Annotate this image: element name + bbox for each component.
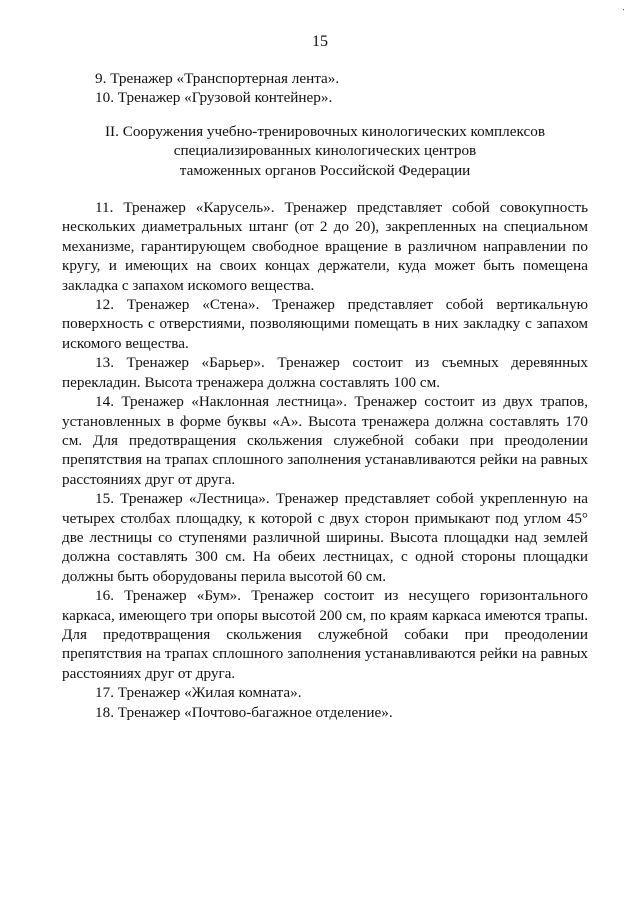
section-heading: [62, 122, 588, 180]
corner-mark: ‧: [622, 5, 625, 15]
paragraph-item-18: 18. Тренажер «Почтово-багажное отделение».: [95, 703, 393, 721]
section-title-line: таможенных органов Российской Федерации: [179, 161, 471, 179]
document-body: [62, 69, 588, 722]
section-title-line: специализированных кинологических центров: [173, 142, 477, 160]
paragraph-item-12: 12. Тренажер «Стена». Тренажер представляет собой вертикальную поверхность с отверстиями, позволяющими помещать в них закладку с запахом искомого вещества.: [62, 296, 588, 352]
paragraph-item-16: 16. Тренажер «Бум». Тренажер состоит из несущего горизонтального каркаса, имеющего три опоры высотой 200 см, по краям каркаса имеются трапы. Для предотвращения скольжения служебной собаки при преодолении препятствия на трапах сплошного заполнения устанавливаются рейки на равных расстояниях друг от друга.: [62, 587, 588, 682]
paragraph-item-11: 11. Тренажер «Карусель». Тренажер представляет собой совокупность нескольких диаметральных штанг (от 2 до 20), закрепленных на специальном механизме, гарантирующем свободное вращение в различном направлении по кругу, и имеющих на своих концах держатели, куда может быть помещена закладка с запахом искомого вещества.: [62, 199, 588, 294]
section-title-line: II. Сооружения учебно-тренировочных кинологических комплексов: [104, 122, 546, 140]
list-item: 9. Тренажер «Транспортерная лента».: [95, 70, 340, 87]
paragraph-item-14: 14. Тренажер «Наклонная лестница». Тренажер состоит из двух трапов, установленных в форме буквы «А». Высота тренажера должна составлять 170 см. Для предотвращения скольжения служебной собаки при преодолении препятствия на трапах сплошного заполнения устанавливаются рейки на равных расстояниях друг от друга.: [62, 393, 588, 488]
paragraph-item-17: 17. Тренажер «Жилая комната».: [95, 684, 302, 702]
page-number: 15: [312, 33, 328, 50]
paragraph-item-13: 13. Тренажер «Барьер». Тренажер состоит из съемных деревянных перекладин. Высота тренажера должна составлять 100 см.: [62, 354, 588, 391]
paragraph-item-15: 15. Тренажер «Лестница». Тренажер представляет собой укрепленную на четырех столбах площадку, к которой с двух сторон примыкают под углом 45° две лестницы со ступенями различной ширины. Высота площадки над землей должна составлять 300 см. На обеих лестницах, с одной стороны площадки должны быть оборудованы перила высотой 60 см.: [62, 490, 588, 585]
list-item: 10. Тренажер «Грузовой контейнер».: [95, 89, 333, 107]
